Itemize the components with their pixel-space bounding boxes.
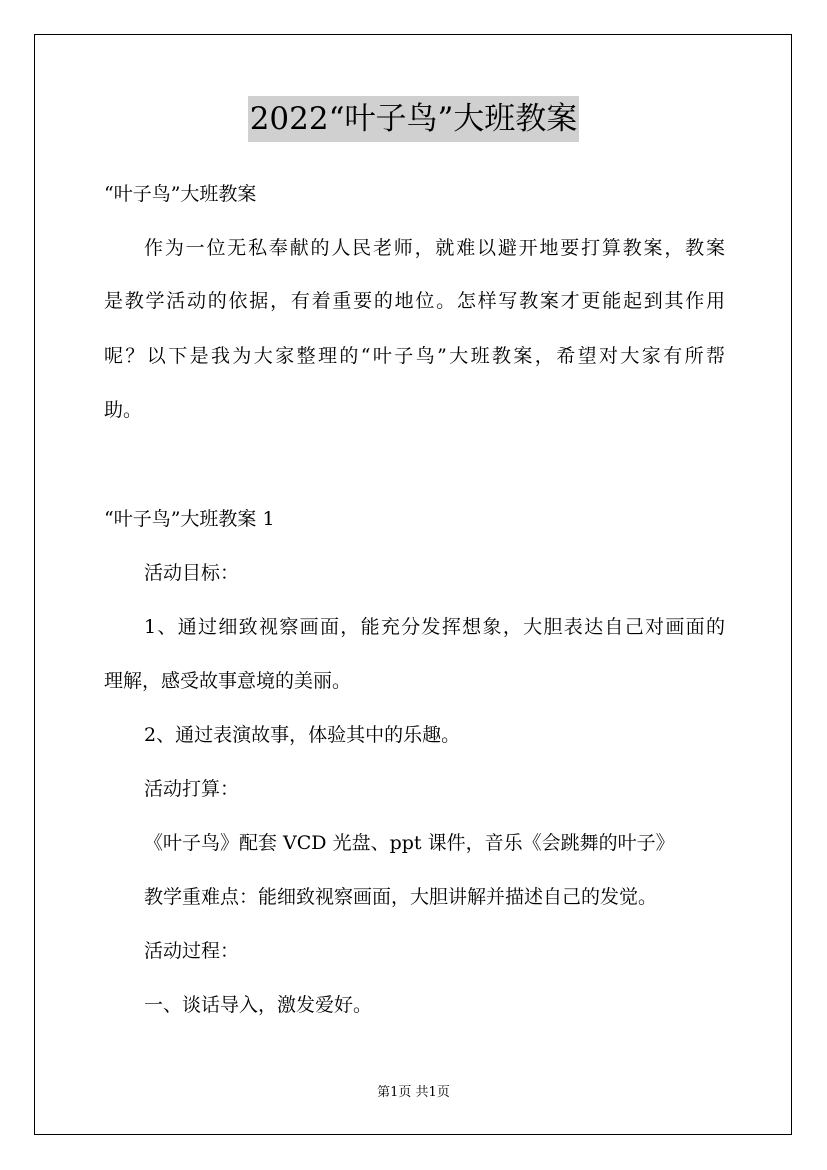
intro-line-2: 是教学活动的依据，有着重要的地位。怎样写教案才更能起到其作用 <box>104 290 725 312</box>
intro-line-1: 作为一位无私奉献的人民老师，就难以避开地要打算教案，教案 <box>144 237 725 259</box>
page-footer: 第1页 共1页 <box>377 1085 450 1100</box>
document-title: 2022“叶子鸟”大班教案 <box>248 96 580 142</box>
key-points: 教学重难点：能细致视察画面，大胆讲解并描述自己的发觉。 <box>144 886 658 908</box>
intro-line-3: 呢？以下是我为大家整理的“叶子鸟”大班教案，希望对大家有所帮 <box>104 345 725 367</box>
process-label: 活动过程： <box>144 940 240 962</box>
prep-text: 《叶子鸟》配套 VCD 光盘、ppt 课件，音乐《会跳舞的叶子》 <box>144 832 675 854</box>
intro-line-4: 助。 <box>104 399 143 421</box>
goals-label: 活动目标： <box>144 562 240 584</box>
prep-label: 活动打算： <box>144 778 240 800</box>
section-heading: “叶子鸟”大班教案 1 <box>104 508 275 530</box>
goal-2: 2、通过表演故事，体验其中的乐趣。 <box>144 724 461 746</box>
document-subtitle: “叶子鸟”大班教案 <box>104 183 257 205</box>
goal-1-line-1: 1、通过细致视察画面，能充分发挥想象，大胆表达自己对画面的 <box>144 616 725 638</box>
title-container <box>0 96 827 142</box>
step-1: 一、谈话导入，激发爱好。 <box>144 994 373 1016</box>
goal-1-line-2: 理解，感受故事意境的美丽。 <box>104 670 352 692</box>
